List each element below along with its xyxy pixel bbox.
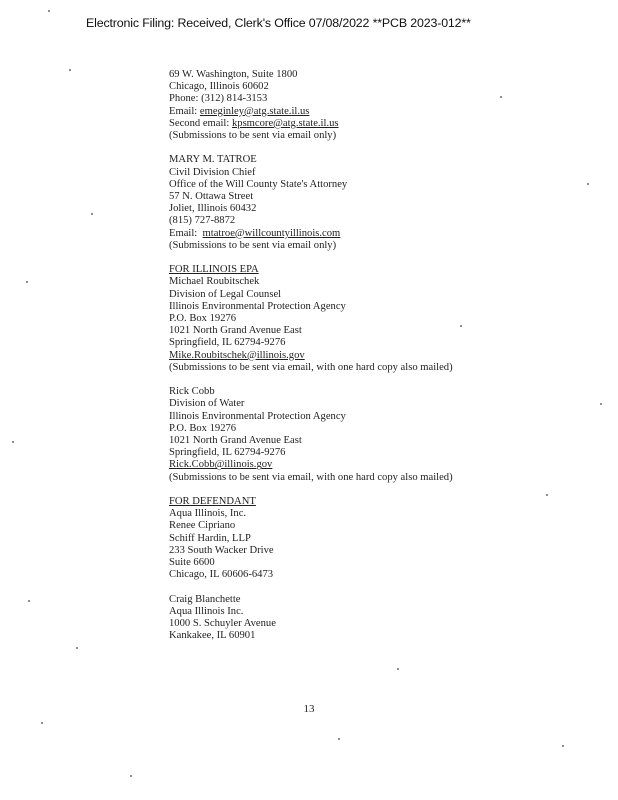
scan-speck <box>600 403 602 405</box>
email-label: Email: <box>169 105 200 117</box>
section-heading: FOR DEFENDANT <box>169 496 256 508</box>
scan-speck <box>460 325 462 327</box>
address-line: Craig Blanchette <box>169 593 241 605</box>
scan-speck <box>130 775 132 777</box>
address-line: (Submissions to be sent via email only) <box>169 239 337 251</box>
email-label: Second email: <box>169 117 232 129</box>
address-line: Springfield, IL 62794-9276 <box>169 447 286 459</box>
address-line: Kankakee, IL 60901 <box>169 630 256 642</box>
address-line: Chicago, Illinois 60602 <box>169 81 269 93</box>
scan-speck <box>587 183 589 185</box>
address-line: 57 N. Ottawa Street <box>169 191 254 203</box>
scan-speck <box>562 745 564 747</box>
address-block-defendant-cipriano <box>169 496 599 581</box>
scan-speck <box>48 10 50 12</box>
email-line <box>169 350 599 362</box>
address-line: (Submissions to be sent via email, with one hard copy also mailed) <box>169 471 453 483</box>
address-line: (Submissions to be sent via email only) <box>169 130 337 142</box>
page-number: 13 <box>303 703 315 715</box>
address-block-illinois-epa-cobb <box>169 386 599 484</box>
scan-speck <box>12 441 14 443</box>
address-line: 69 W. Washington, Suite 1800 <box>169 69 298 80</box>
filing-stamp-header: Electronic Filing: Received, Clerk's Office 07/08/2022 **PCB 2023-012** <box>86 16 471 30</box>
address-line: Renee Cipriano <box>169 520 236 532</box>
scan-speck <box>26 281 28 283</box>
address-line: Illinois Environmental Protection Agency <box>169 410 346 422</box>
email-line <box>169 228 599 240</box>
address-line: Suite 6600 <box>169 557 215 569</box>
email-link[interactable]: Rick.Cobb@illinois.gov <box>169 459 273 471</box>
email-line <box>169 118 599 130</box>
address-line: Division of Water <box>169 398 245 410</box>
address-line: 1021 North Grand Avenue East <box>169 435 302 447</box>
email-line <box>169 106 599 118</box>
section-heading: FOR ILLINOIS EPA <box>169 264 259 276</box>
address-line: Joliet, Illinois 60432 <box>169 203 257 215</box>
scan-speck <box>546 494 548 496</box>
scan-speck <box>338 738 340 740</box>
address-line: 233 South Wacker Drive <box>169 544 274 556</box>
scan-speck <box>91 213 93 215</box>
email-line <box>169 459 599 471</box>
address-line: Civil Division Chief <box>169 166 256 178</box>
address-line: MARY M. TATROE <box>169 154 257 166</box>
address-line: 1000 S. Schuyler Avenue <box>169 618 276 630</box>
service-list <box>169 69 599 655</box>
address-line: Michael Roubitschek <box>169 276 260 288</box>
address-line: Aqua Illinois Inc. <box>169 605 244 617</box>
email-link[interactable]: Mike.Roubitschek@illinois.gov <box>169 349 305 361</box>
address-line: Chicago, IL 60606-6473 <box>169 569 274 581</box>
address-block-defendant-blanchette <box>169 594 599 643</box>
address-block-ag-continued <box>169 69 599 142</box>
address-line: Division of Legal Counsel <box>169 288 282 300</box>
address-block-will-county <box>169 154 599 252</box>
scan-speck <box>69 69 71 71</box>
email-label: Email: <box>169 227 203 239</box>
address-line: P.O. Box 19276 <box>169 422 237 434</box>
address-line: Springfield, IL 62794-9276 <box>169 337 286 349</box>
address-line: 1021 North Grand Avenue East <box>169 325 302 337</box>
address-line: (Submissions to be sent via email, with one hard copy also mailed) <box>169 361 453 373</box>
address-line: Phone: (312) 814-3153 <box>169 93 268 105</box>
scan-speck <box>500 96 502 98</box>
email-link[interactable]: kpsmcore@atg.state.il.us <box>231 117 339 129</box>
address-line: P.O. Box 19276 <box>169 313 237 325</box>
address-line: Aqua Illinois, Inc. <box>169 508 247 520</box>
address-line: (815) 727-8872 <box>169 215 236 227</box>
address-block-illinois-epa-robitsch <box>169 264 599 374</box>
email-link[interactable]: emeginley@atg.state.il.us <box>199 105 310 117</box>
address-line: Office of the Will County State's Attorney <box>169 178 348 190</box>
scan-speck <box>76 647 78 649</box>
email-link[interactable]: mtatroe@willcountyillinois.com <box>202 227 341 239</box>
scan-speck <box>41 722 43 724</box>
scan-speck <box>28 600 30 602</box>
address-line: Illinois Environmental Protection Agency <box>169 300 346 312</box>
scan-speck <box>397 668 399 670</box>
address-line: Rick Cobb <box>169 386 215 398</box>
address-line: Schiff Hardin, LLP <box>169 532 251 544</box>
